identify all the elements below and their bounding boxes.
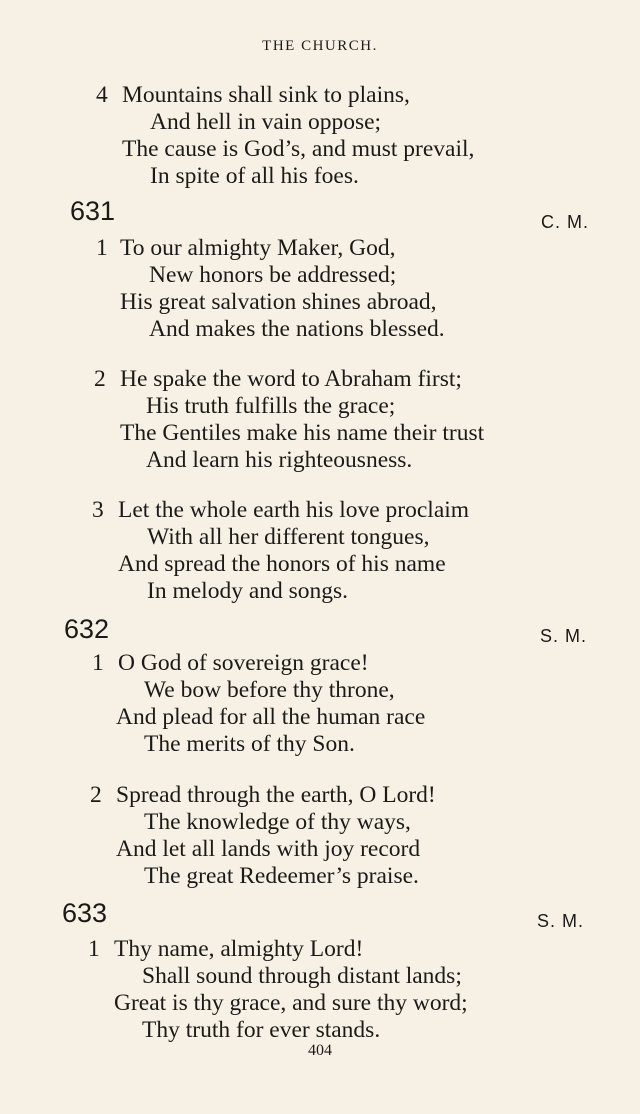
- stanza-number: 3: [92, 497, 104, 523]
- hymn-line: Thy name, almighty Lord!: [114, 936, 364, 962]
- hymn-line: And learn his righteousness.: [146, 447, 413, 473]
- hymn-line: To our almighty Maker, God,: [120, 235, 396, 261]
- stanza-number: 2: [90, 782, 102, 808]
- hymn-line: The Gentiles make his name their trust: [120, 420, 485, 446]
- hymn-line: The merits of thy Son.: [144, 731, 355, 757]
- stanza-number: 1: [96, 235, 108, 261]
- hymn-number: 633: [62, 898, 108, 928]
- stanza-number: 1: [92, 650, 104, 676]
- hymn-line: Thy truth for ever stands.: [142, 1017, 381, 1043]
- hymn-line: And spread the honors of his name: [118, 551, 446, 577]
- running-header: THE CHURCH.: [262, 38, 378, 54]
- hymn-line: The knowledge of thy ways,: [144, 809, 411, 835]
- hymn-line: And makes the nations blessed.: [149, 316, 445, 342]
- meter-label: S. M.: [537, 911, 585, 931]
- hymn-line: With all her different tongues,: [147, 524, 430, 550]
- hymn-line: Let the whole earth his love proclaim: [118, 497, 470, 523]
- hymn-line: The cause is God’s, and must prevail,: [122, 136, 475, 162]
- hymn-line: In spite of all his foes.: [150, 163, 359, 189]
- hymn-line: And plead for all the human race: [116, 704, 426, 730]
- stanza-number: 4: [96, 82, 108, 108]
- hymn-line: And let all lands with joy record: [116, 836, 421, 862]
- hymn-line: The great Redeemer’s praise.: [144, 863, 419, 889]
- hymn-line: Great is thy grace, and sure thy word;: [114, 990, 468, 1016]
- page-number: 404: [308, 1042, 332, 1059]
- hymn-line: In melody and songs.: [147, 578, 349, 604]
- meter-label: S. M.: [540, 626, 588, 646]
- hymn-line: His truth fulfills the grace;: [146, 393, 396, 419]
- hymn-line: He spake the word to Abraham first;: [120, 366, 462, 392]
- hymn-line: O God of sovereign grace!: [118, 650, 369, 676]
- hymn-line: New honors be addressed;: [149, 262, 397, 288]
- hymn-line: Mountains shall sink to plains,: [122, 82, 410, 108]
- hymn-number: 632: [64, 614, 110, 644]
- hymn-line: Shall sound through distant lands;: [142, 963, 462, 989]
- hymn-line: And hell in vain oppose;: [150, 109, 382, 135]
- hymn-line: We bow before thy throne,: [144, 677, 395, 703]
- stanza-number: 2: [94, 366, 106, 392]
- hymn-line: Spread through the earth, O Lord!: [116, 782, 436, 808]
- meter-label: C. M.: [541, 212, 589, 232]
- hymn-line: His great salvation shines abroad,: [120, 289, 437, 315]
- stanza-number: 1: [88, 936, 100, 962]
- hymn-number: 631: [70, 196, 116, 226]
